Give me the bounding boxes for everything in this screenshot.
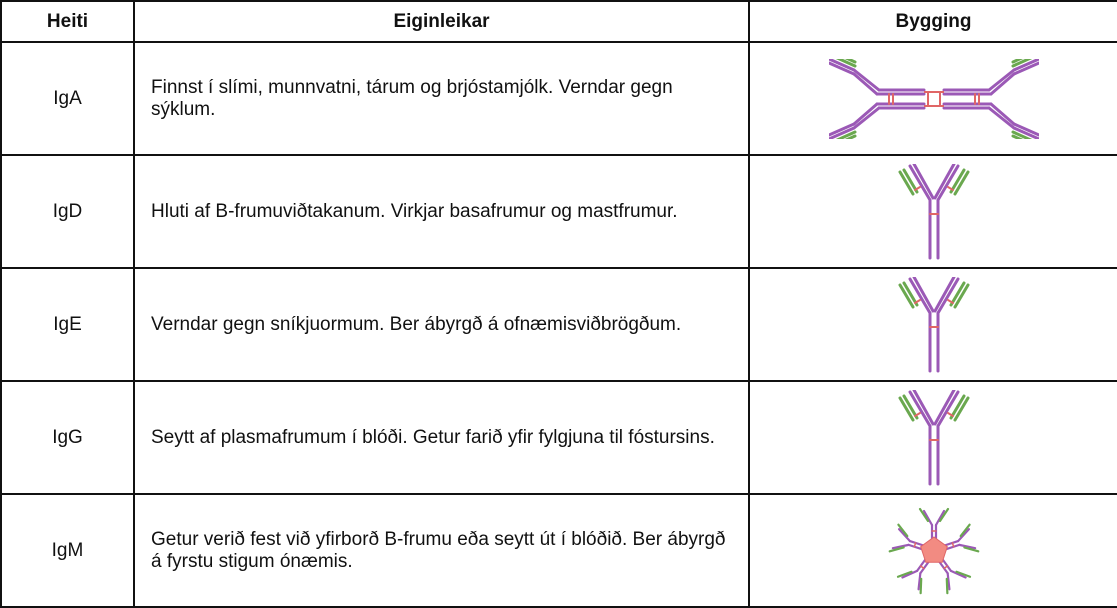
antibody-name: IgG xyxy=(1,381,134,494)
header-name: Heiti xyxy=(1,1,134,42)
antibody-structure xyxy=(749,381,1117,494)
antibody-properties: Finnst í slími, munnvatni, tárum og brjóstamjólk. Verndar gegn sýklum. xyxy=(134,42,749,155)
monomer-antibody-icon xyxy=(894,277,974,373)
antibody-name: IgE xyxy=(1,268,134,381)
monomer-antibody-icon xyxy=(894,164,974,260)
table-row xyxy=(1,155,1117,268)
pentamer-monomer xyxy=(889,524,928,561)
antibody-name: IgM xyxy=(1,494,134,607)
header-structure: Bygging xyxy=(749,1,1117,42)
light-chain-segment xyxy=(940,578,954,592)
pentamer-antibody-icon xyxy=(878,501,990,601)
table-row xyxy=(1,494,1117,607)
monomer-antibody-icon xyxy=(894,390,974,486)
bond-chain-segment xyxy=(944,566,947,568)
dimer-antibody-icon xyxy=(829,59,1039,139)
heavy-chain-segment xyxy=(912,573,927,589)
table-row xyxy=(1,42,1117,155)
header-properties: Eiginleikar xyxy=(134,1,749,42)
table-row xyxy=(1,381,1117,494)
left-monomer xyxy=(829,59,924,139)
antibody-structure xyxy=(749,42,1117,155)
j-chain-pentagon xyxy=(920,537,947,562)
antibody-structure xyxy=(749,155,1117,268)
antibody-name: IgA xyxy=(1,42,134,155)
antibody-properties: Hluti af B-frumuviðtakanum. Virkjar basafrumur og mastfrumur. xyxy=(134,155,749,268)
j-chain xyxy=(924,92,944,106)
table-row xyxy=(1,268,1117,381)
pentamer-monomer xyxy=(939,524,978,561)
pentamer-monomer xyxy=(920,509,948,541)
light-chain-segment xyxy=(914,578,928,592)
antibody-properties: Getur verið fest við yfirborð B-frumu eða seytt út í blóðið. Ber ábyrgð á fyrstu stigum ónæmis. xyxy=(134,494,749,607)
antibody-structure xyxy=(749,268,1117,381)
heavy-chain-segment xyxy=(941,573,956,589)
antibody-name: IgD xyxy=(1,155,134,268)
antibody-properties: Verndar gegn sníkjuormum. Ber ábyrgð á ofnæmisviðbrögðum. xyxy=(134,268,749,381)
right-monomer xyxy=(944,59,1039,139)
header-row xyxy=(1,1,1117,42)
bond-chain-segment xyxy=(920,566,923,568)
antibody-properties: Seytt af plasmafrumum í blóði. Getur farið yfir fylgjuna til fóstursins. xyxy=(134,381,749,494)
antibody-structure xyxy=(749,494,1117,607)
